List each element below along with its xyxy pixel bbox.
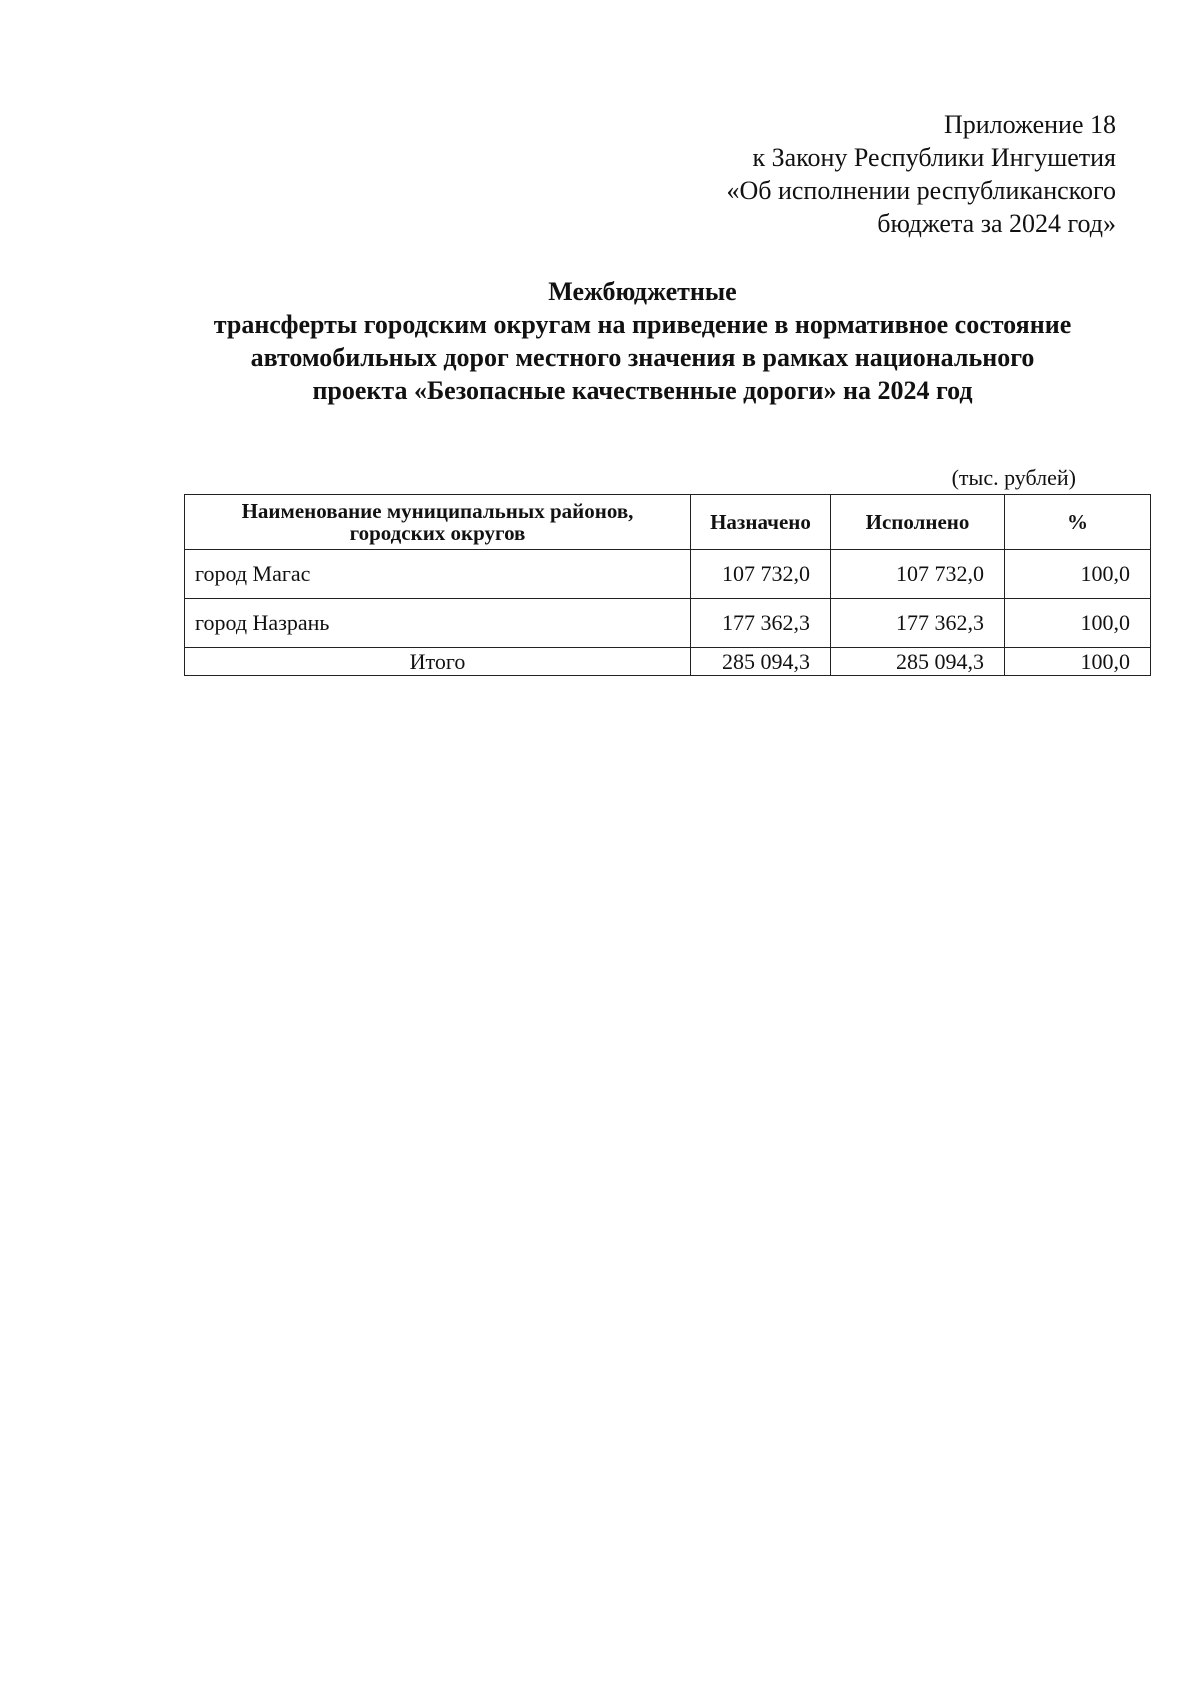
table-row [185, 550, 1151, 599]
title-line: трансферты городским округам на приведение в нормативное состояние [213, 310, 1072, 339]
total-name: Итого [185, 648, 691, 676]
appendix-line: «Об исполнении республиканского [726, 176, 1116, 205]
title-line: проекта «Безопасные качественные дороги» на 2024 год [312, 376, 973, 405]
row-name: город Магас [185, 550, 691, 599]
header-name: Наименование муниципальных районов, городских округов [185, 495, 691, 550]
row-name: город Назрань [185, 599, 691, 648]
total-percent: 100,0 [1005, 648, 1151, 676]
appendix-line: к Закону Республики Ингушетия [752, 143, 1116, 172]
appendix-note [560, 108, 1116, 240]
row-percent: 100,0 [1005, 550, 1151, 599]
row-executed: 107 732,0 [831, 550, 1005, 599]
header-planned: Назначено [691, 495, 831, 550]
row-percent: 100,0 [1005, 599, 1151, 648]
row-planned: 177 362,3 [691, 599, 831, 648]
total-executed: 285 094,3 [831, 648, 1005, 676]
table-header-row [185, 495, 1151, 550]
header-executed: Исполнено [831, 495, 1005, 550]
row-planned: 107 732,0 [691, 550, 831, 599]
row-executed: 177 362,3 [831, 599, 1005, 648]
header-percent: % [1005, 495, 1151, 550]
appendix-line: бюджета за 2024 год» [877, 209, 1116, 238]
table-row [185, 599, 1151, 648]
title-line: Межбюджетные [548, 277, 737, 306]
total-planned: 285 094,3 [691, 648, 831, 676]
units-label: (тыс. рублей) [951, 465, 1076, 490]
transfers-table [184, 494, 1151, 676]
document-title [150, 275, 1135, 407]
title-line: автомобильных дорог местного значения в рамках национального [250, 343, 1035, 372]
total-row [185, 648, 1151, 676]
appendix-line: Приложение 18 [943, 110, 1116, 139]
